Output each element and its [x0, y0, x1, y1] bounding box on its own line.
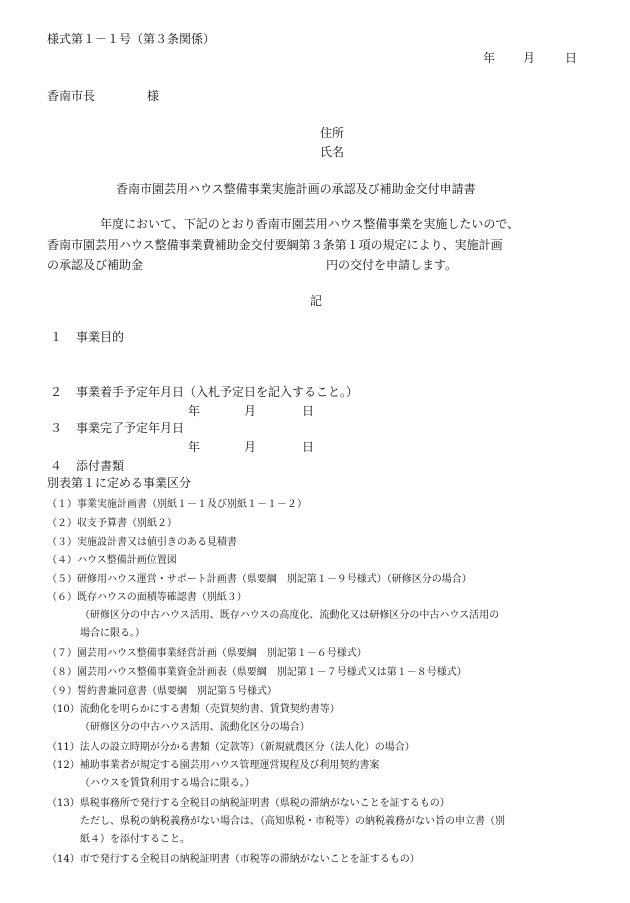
item-4-number: ４ [50, 459, 63, 473]
body-line-3b: 円の交付を申請します。 [326, 258, 458, 272]
item-3-month: 月 [244, 440, 257, 454]
item-3-number: ３ [50, 421, 63, 435]
document-title: 香南市園芸用ハウス整備事業実施計画の承認及び補助金交付申請書 [116, 182, 476, 196]
attachment-item: （12）補助事業者が規定する園芸用ハウス管理運営規程及び利用契約書案 [47, 760, 380, 771]
item-3-day: 日 [302, 440, 315, 454]
date-day-label: 日 [565, 51, 578, 65]
date-month-label: 月 [523, 51, 536, 65]
attachment-note: 紙４）を添付すること。 [80, 834, 190, 845]
attachment-note: （研修区分の中古ハウス活用、既存ハウスの高度化、流動化又は研修区分の中古ハウス活用の [80, 610, 500, 621]
annex-heading: 別表第１に定める事業区分 [47, 476, 192, 490]
attachment-note: （ハウスを賃貸利用する場合に限る。） [80, 778, 255, 789]
attachment-note: 場合に限る。） [80, 628, 145, 639]
item-2-month: 月 [244, 404, 257, 418]
body-line-2: 香南市園芸用ハウス整備事業費補助金交付要綱第３条第１項の規定により、実施計画 [47, 238, 503, 252]
body-line-1: 年度において、下記のとおり香南市園芸用ハウス整備事業を実施したいので、 [100, 217, 520, 231]
item-2-day: 日 [302, 404, 315, 418]
addressee-name: 香南市長 [47, 89, 96, 103]
attachment-item: （14）市で発行する全税目の納税証明書（市税等の滞納がないことを証するもの） [47, 854, 420, 865]
attachment-item: （６）既存ハウスの面積等確認書（別紙３） [47, 592, 247, 603]
attachment-item: （９）誓約書兼同意書（県要綱 別記第５号様式） [47, 686, 277, 697]
attachment-note: ただし、県税の納税義務がない場合は、（高知県税・市税等）の納税義務がない旨の申立書（別 [80, 816, 505, 827]
item-3-date [188, 438, 314, 455]
item-2-label: 事業着手予定年月日（入札予定日を記入すること。） [76, 385, 359, 399]
attachment-note: （研修区分の中古ハウス活用、流動化区分の場合） [80, 722, 310, 733]
addressee-honorific: 様 [147, 89, 160, 103]
applicant-name-label: 氏名 [320, 145, 345, 159]
attachment-item: （７）園芸用ハウス整備事業経営計画（県要綱 別記第１－６号様式） [47, 648, 367, 659]
attachment-item: （10）流動化を明らかにする書類（売買契約書、賃貸契約書等） [47, 704, 340, 715]
item-3-label: 事業完了予定年月日 [76, 421, 185, 435]
applicant-address-label: 住所 [320, 126, 345, 140]
attachment-item: （13）県税事務所で発行する全税目の納税証明書（県税の滞納がないことを証するもの） [47, 798, 450, 809]
attachment-item: （５）研修用ハウス運営・サポート計画書（県要綱 別記第１－９号様式）（研修区分の場合） [47, 574, 472, 585]
item-2-date [188, 402, 314, 419]
item-2-number: ２ [50, 385, 63, 399]
item-1-number: １ [50, 330, 63, 344]
ki-heading: 記 [310, 294, 323, 308]
item-3-year: 年 [188, 440, 201, 454]
attachment-item: （８）園芸用ハウス整備事業資金計画表（県要綱 別記第１－７号様式又は第１－８号様式） [47, 667, 467, 678]
form-number: 様式第１－１号（第３条関係） [47, 32, 216, 46]
attachment-item: （11）法人の設立時期が分かる書類（定款等）（新規就農区分（法人化）の場合） [47, 742, 415, 753]
attachment-item: （３）実施設計書又は値引きのある見積書 [47, 537, 237, 548]
item-2-year: 年 [188, 404, 201, 418]
item-1-label: 事業目的 [76, 330, 125, 344]
body-line-3a: の承認及び補助金 [47, 258, 144, 272]
date-year-label: 年 [483, 51, 496, 65]
attachment-item: （４）ハウス整備計画位置図 [47, 555, 177, 566]
application-date [483, 49, 577, 66]
item-4-label: 添付書類 [76, 459, 125, 473]
attachment-item: （１）事業実施計画書（別紙１－１及び別紙１－１－２） [47, 499, 307, 510]
attachment-item: （２）収支予算書（別紙２） [47, 518, 177, 529]
